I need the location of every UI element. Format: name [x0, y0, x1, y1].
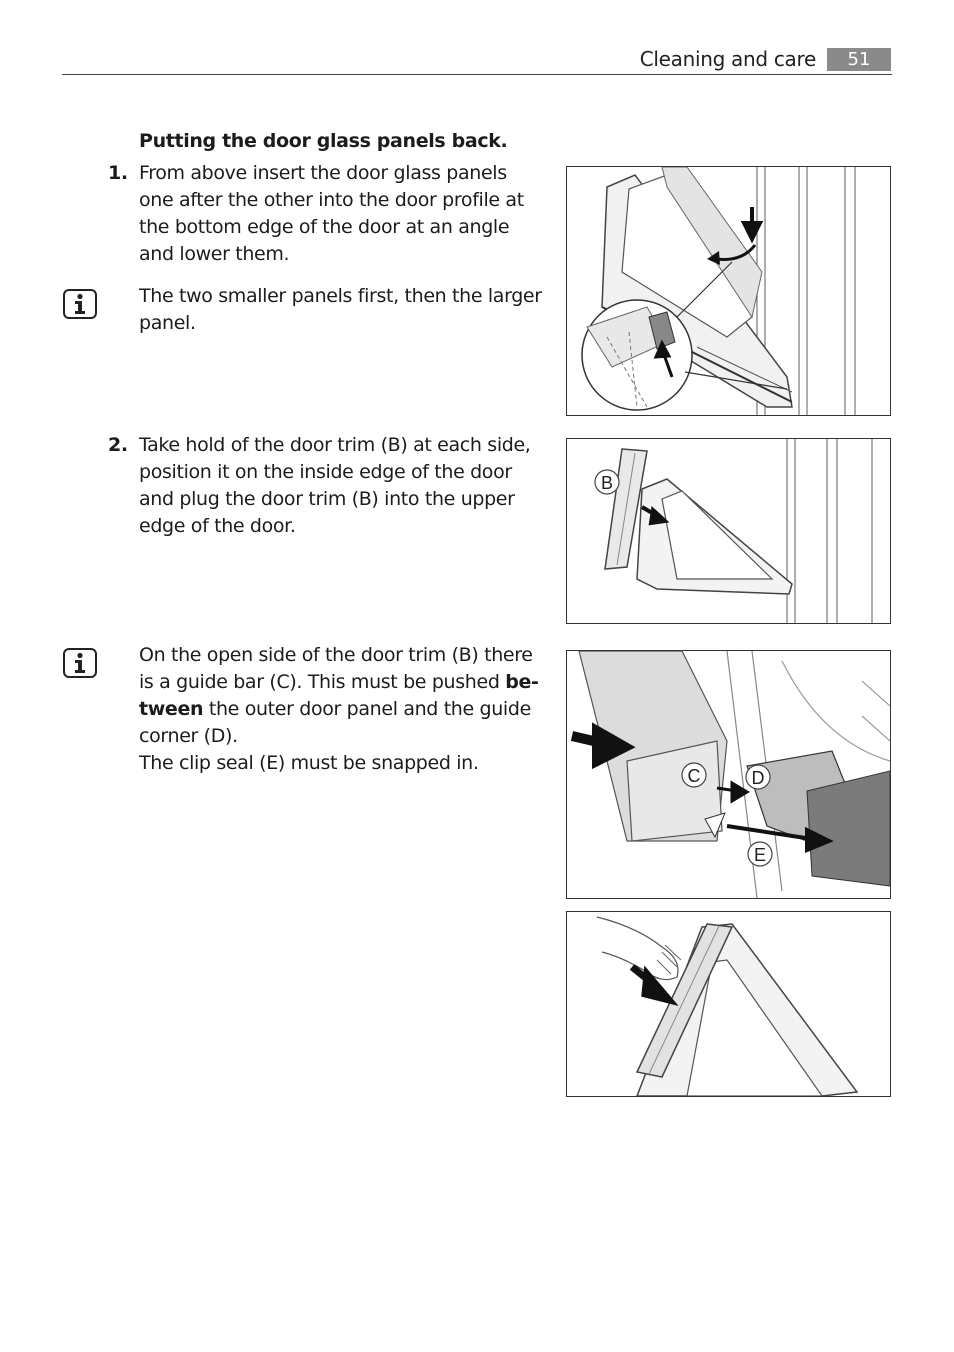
figure-label-d: D	[751, 768, 765, 788]
figure-label-e: E	[753, 845, 767, 865]
header-section-title: Cleaning and care	[639, 47, 816, 71]
figure-label-b: B	[600, 473, 614, 493]
step1-number: 1.	[108, 162, 128, 184]
note2-text-run: the outer door panel and the guide	[203, 698, 531, 720]
step2-number: 2.	[108, 434, 128, 456]
info-icon	[63, 289, 97, 319]
section-heading: Putting the door glass panels back.	[139, 130, 508, 152]
step1-text	[139, 160, 524, 268]
note1-text	[139, 283, 542, 337]
step2-text	[139, 432, 531, 540]
figure-guide-bar	[566, 650, 891, 899]
note2-text	[139, 642, 539, 777]
figure-trim-pressed	[566, 911, 891, 1097]
step1-line: and lower them.	[139, 243, 290, 265]
note2-bold-run: be-	[505, 671, 539, 693]
step1-line: one after the other into the door profile at	[139, 189, 524, 211]
step1-line: From above insert the door glass panels	[139, 162, 507, 184]
page-number: 51	[827, 48, 891, 71]
note2-bold-run: tween	[139, 698, 204, 720]
step2-line: edge of the door.	[139, 515, 296, 537]
header-rule	[62, 74, 892, 75]
note2-line: corner (D).	[139, 725, 238, 747]
note2-line: The clip seal (E) must be snapped in.	[139, 752, 479, 774]
figure-door-trim	[566, 438, 891, 624]
note2-line: On the open side of the door trim (B) there	[139, 644, 533, 666]
note1-line: panel.	[139, 312, 196, 334]
step2-line: and plug the door trim (B) into the upper	[139, 488, 515, 510]
step2-line: position it on the inside edge of the door	[139, 461, 512, 483]
figure-glass-panels	[566, 166, 891, 416]
figure-label-c: C	[687, 766, 701, 786]
note2-line	[139, 696, 539, 723]
step1-line: the bottom edge of the door at an angle	[139, 216, 510, 238]
note2-text-run: is a guide bar (C). This must be pushed	[139, 671, 506, 693]
step2-line: Take hold of the door trim (B) at each side,	[139, 434, 531, 456]
info-icon	[63, 648, 97, 678]
note1-line: The two smaller panels first, then the larger	[139, 285, 542, 307]
note2-line	[139, 669, 539, 696]
